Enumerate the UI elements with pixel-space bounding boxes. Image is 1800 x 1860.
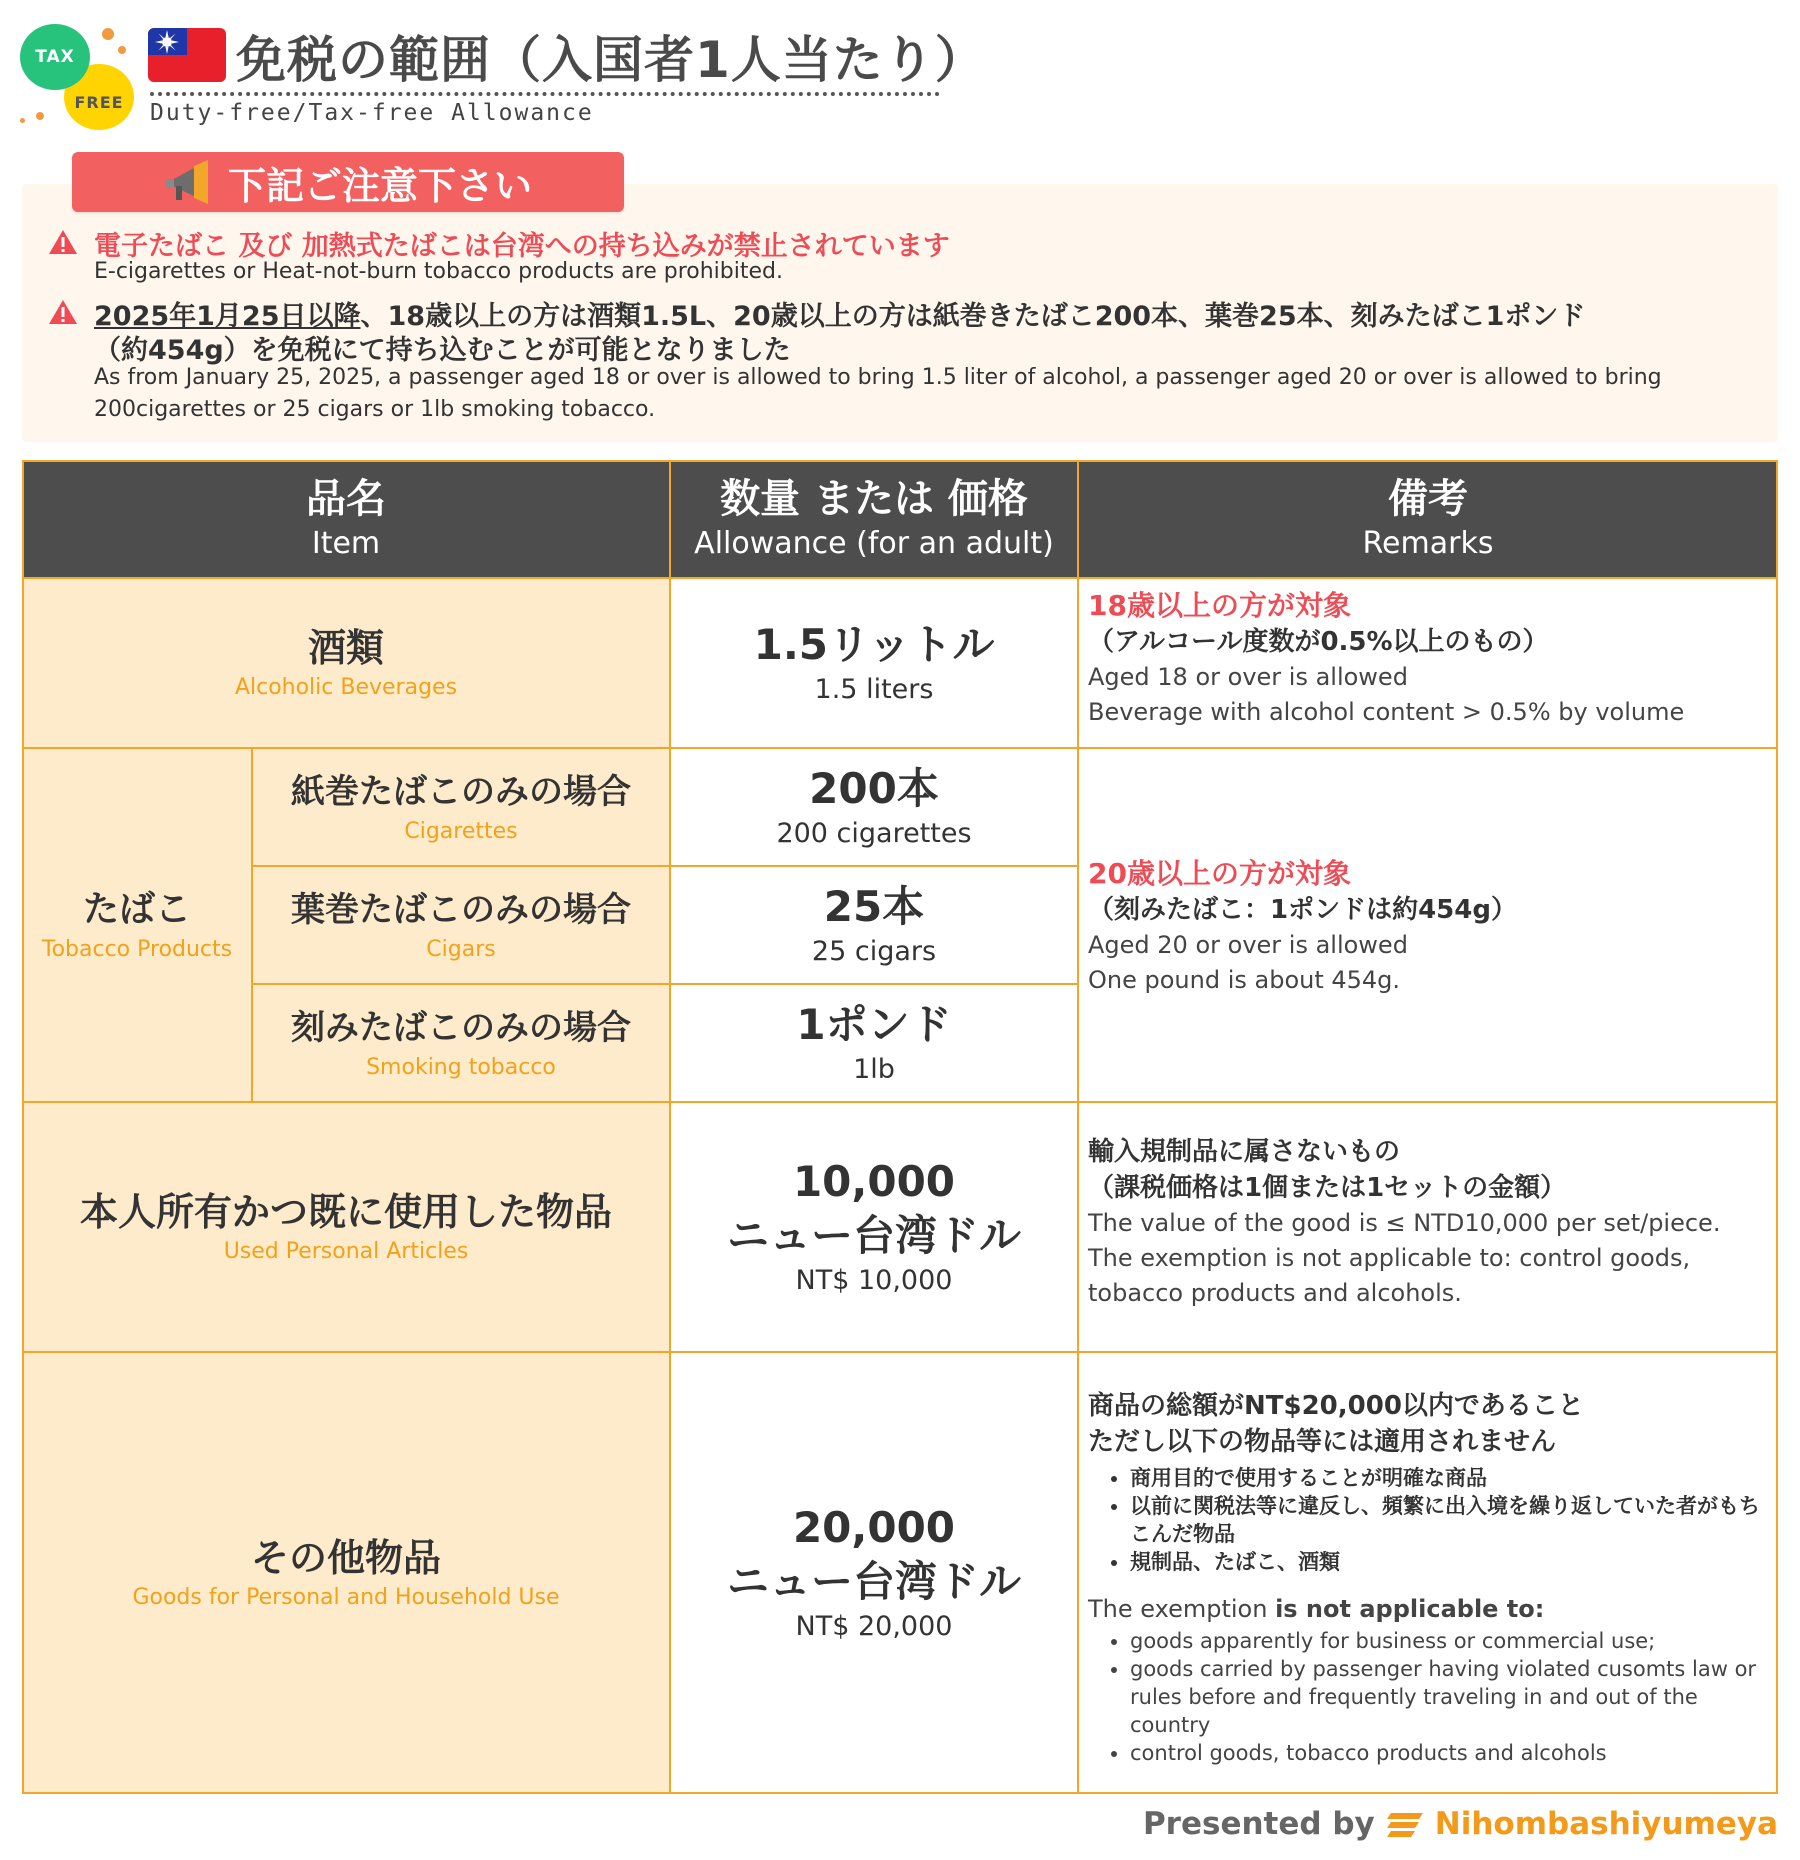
presented-by-label: Presented by: [1142, 1806, 1375, 1842]
row-other-goods-item: [22, 1352, 670, 1794]
row-cigarettes-item: [252, 748, 670, 866]
row-other-goods-remarks: [1078, 1352, 1778, 1794]
item-en: Smoking tobacco: [366, 1055, 556, 1080]
list-item: • 規制品、たばこ、酒類: [1130, 1548, 1768, 1576]
decor-dot: [118, 46, 126, 54]
item-en: Cigars: [426, 937, 496, 962]
notice-tab: [72, 152, 624, 212]
item-jp: その他物品: [250, 1536, 441, 1580]
page-subtitle: Duty-free/Tax-free Allowance: [150, 100, 594, 126]
column-header-item: [22, 460, 670, 578]
remark-highlight: 18歳以上の方が対象: [1088, 589, 1351, 622]
allowance-jp: ニュー台湾ドル: [726, 1211, 1021, 1260]
table-border: [252, 865, 1078, 867]
row-alcohol-allowance: [670, 578, 1078, 748]
decor-dot: [36, 112, 44, 120]
allowance-table: [22, 460, 1778, 1794]
warning-icon: [48, 298, 78, 326]
allowance-jp: 1ポンド: [796, 1000, 952, 1049]
item-en: Tobacco Products: [41, 937, 233, 962]
remark-jp: ただし以下の物品等には適用されません: [1088, 1427, 1557, 1457]
item-jp: 葉巻たばこのみの場合: [291, 890, 631, 930]
table-border: [22, 1351, 1778, 1353]
remark-jp: （アルコール度数が0.5%以上のもの）: [1088, 627, 1549, 657]
table-border: [22, 460, 1778, 462]
list-item: • control goods, tobacco products and alcohols: [1130, 1739, 1768, 1767]
allowance-en: NT$ 20,000: [795, 1611, 953, 1642]
row-smoking-tobacco-allowance: [670, 984, 1078, 1102]
list-item: • 商用目的で使用することが明確な商品: [1130, 1464, 1768, 1492]
list-item: • goods carried by passenger having violated cusomts law or rules before and frequently traveling in and out of the country: [1130, 1655, 1768, 1739]
warning-2-date: 2025年1月25日以降: [94, 301, 361, 332]
exclusion-list-jp: [1088, 1464, 1768, 1576]
table-border: [1776, 460, 1778, 1794]
column-header-jp: 備考: [1388, 476, 1468, 522]
remark-en: One pound is about 454g.: [1088, 966, 1401, 994]
tax-free-logo: [18, 20, 138, 130]
brand-logo-icon: [1385, 1809, 1425, 1839]
remark-en: Aged 20 or over is allowed: [1088, 931, 1408, 959]
warning-2-en: As from January 25, 2025, a passenger aged 18 or over is allowed to bring 1.5 liter of alcohol, a passenger aged 20 or over is allowed to bring 200cigarettes or 25 cigars or 1lb smoking tobacco.: [94, 365, 1662, 422]
allowance-jp: 200本: [809, 764, 939, 813]
column-header-allowance: [670, 460, 1078, 578]
remark-en: The exemption is not applicable to: control goods, tobacco products and alcohols.: [1088, 1244, 1691, 1307]
column-header-en: Item: [311, 526, 381, 561]
allowance-en: 1lb: [853, 1054, 895, 1085]
item-en: Cigarettes: [404, 819, 518, 844]
remark-jp: 商品の総額がNT$20,000以内であること: [1088, 1391, 1584, 1421]
tax-badge: TAX: [20, 24, 90, 90]
remark-en: The value of the good is ≤ NTD10,000 per set/piece.: [1088, 1209, 1721, 1237]
row-tobacco-remarks: [1078, 748, 1778, 1102]
remark-highlight: 20歳以上の方が対象: [1088, 857, 1351, 890]
taiwan-flag-icon: [148, 28, 226, 82]
page-title: 免税の範囲（入国者1人当たり）: [236, 31, 986, 89]
table-border: [251, 748, 253, 1102]
item-en: Alcoholic Beverages: [234, 675, 458, 700]
title-divider: [150, 92, 940, 96]
item-jp: たばこ: [82, 889, 191, 930]
warning-1-en: E-cigarettes or Heat-not-burn tobacco products are prohibited.: [94, 259, 783, 284]
row-other-goods-allowance: [670, 1352, 1078, 1794]
row-smoking-tobacco-item: [252, 984, 670, 1102]
brand-name: Nihombashiyumeya: [1434, 1806, 1778, 1842]
remark-jp: （課税価格は1個または1セットの金額）: [1088, 1173, 1567, 1203]
table-border: [252, 983, 1078, 985]
allowance-jp: 20,000: [792, 1503, 956, 1552]
row-alcohol-remarks: [1078, 578, 1778, 748]
decor-dot: [20, 118, 25, 123]
row-tobacco-group: [22, 748, 252, 1102]
notice-tab-label: 下記ご注意下さい: [227, 163, 532, 208]
free-badge: FREE: [64, 64, 134, 130]
exclusion-intro-en: [1088, 1592, 1768, 1627]
row-cigars-allowance: [670, 866, 1078, 984]
allowance-jp: ニュー台湾ドル: [726, 1557, 1021, 1606]
row-cigars-item: [252, 866, 670, 984]
exclusion-list-en: [1088, 1627, 1768, 1767]
item-jp: 本人所有かつ既に使用した物品: [79, 1190, 612, 1234]
row-cigarettes-allowance: [670, 748, 1078, 866]
intro-bold-text: is not applicable to:: [1275, 1595, 1545, 1623]
allowance-en: NT$ 10,000: [795, 1265, 953, 1296]
allowance-en: 25 cigars: [811, 936, 937, 967]
row-used-articles-allowance: [670, 1102, 1078, 1352]
footer: [1143, 1806, 1778, 1842]
table-border: [1077, 460, 1079, 1794]
row-alcohol-item: [22, 578, 670, 748]
remark-jp: （刻みたばこ：1ポンドは約454g）: [1088, 895, 1517, 925]
remark-jp: 輸入規制品に属さないもの: [1088, 1137, 1401, 1167]
item-en: Used Personal Articles: [223, 1239, 469, 1264]
intro-text: The exemption: [1088, 1595, 1276, 1623]
allowance-jp: 25本: [823, 882, 925, 931]
row-used-articles-remarks: [1078, 1102, 1778, 1352]
allowance-en: 200 cigarettes: [776, 818, 972, 849]
table-border: [22, 747, 1778, 749]
column-header-jp: 数量 または 価格: [720, 476, 1028, 522]
column-header-en: Remarks: [1362, 526, 1494, 561]
column-header-remarks: [1078, 460, 1778, 578]
warning-1-jp: 電子たばこ 及び 加熱式たばこは台湾への持ち込みが禁止されています: [94, 231, 950, 262]
allowance-jp: 1.5リットル: [753, 620, 995, 669]
column-header-jp: 品名: [306, 476, 386, 522]
megaphone-icon: [164, 158, 216, 206]
allowance-en: 1.5 liters: [814, 674, 934, 705]
warning-2-jp-line2: （約454g）を免税にて持ち込むことが可能となりました: [94, 335, 791, 366]
table-border: [22, 577, 1778, 579]
item-jp: 紙巻たばこのみの場合: [291, 772, 631, 812]
table-border: [22, 460, 24, 1794]
column-header-en: Allowance (for an adult): [694, 526, 1054, 561]
table-border: [22, 1101, 1778, 1103]
list-item: • goods apparently for business or commercial use;: [1130, 1627, 1768, 1655]
item-en: Goods for Personal and Household Use: [132, 1585, 560, 1610]
warning-2-jp-rest: 、18歳以上の方は酒類1.5L、20歳以上の方は紙巻きたばこ200本、葉巻25本、刻みたばこ1ポンド: [360, 301, 1586, 332]
table-border: [669, 460, 671, 1794]
remark-en: Aged 18 or over is allowed: [1088, 663, 1408, 691]
warning-icon: [48, 228, 78, 256]
item-jp: 刻みたばこのみの場合: [291, 1008, 631, 1048]
allowance-jp: 10,000: [792, 1157, 956, 1206]
row-used-articles-item: [22, 1102, 670, 1352]
remark-en: Beverage with alcohol content > 0.5% by volume: [1088, 698, 1685, 726]
table-border: [22, 1792, 1778, 1794]
list-item: • 以前に関税法等に違反し、頻繁に出入境を繰り返していた者がもちこんだ物品: [1130, 1492, 1768, 1548]
decor-dot: [102, 28, 114, 40]
item-jp: 酒類: [307, 626, 384, 670]
